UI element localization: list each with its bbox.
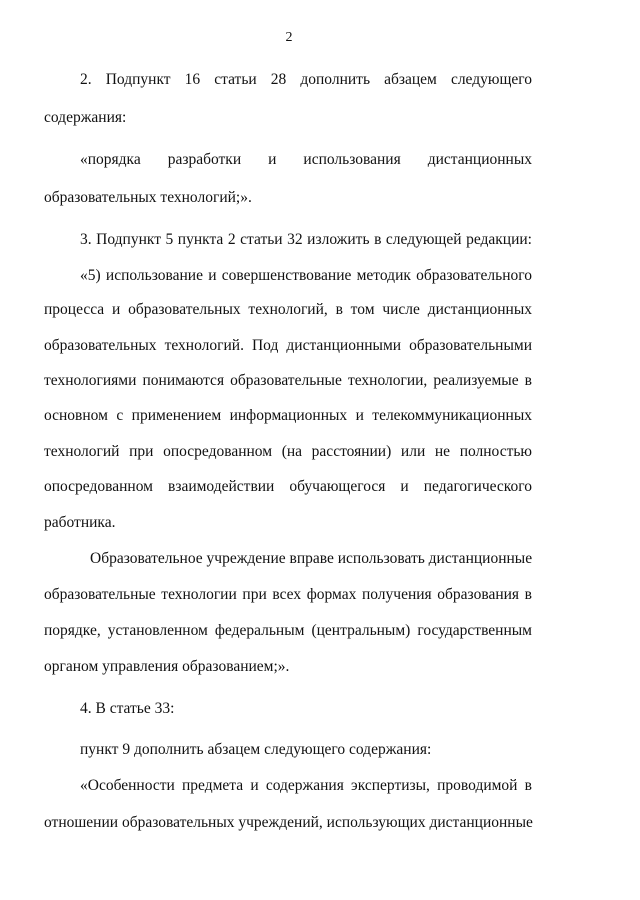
quote-3-line-2: образовательные технологии при всех формах получения образования в — [44, 586, 532, 603]
quote-4-line-1: «Особенности предмета и содержания экспертизы, проводимой в — [80, 777, 532, 794]
quote-2-line-6: технологий при опосредованном (на расстоянии) или не полностью — [44, 443, 532, 460]
quote-4-line-2: отношении образовательных учреждений, использующих дистанционные — [44, 814, 533, 831]
quote-2-line-5: основном с применением информационных и телекоммуникационных — [44, 407, 532, 424]
quote-3-line-3: порядке, установленном федеральным (центральным) государственным — [44, 622, 532, 639]
quote-2-line-2: процесса и образовательных технологий, в том числе дистанционных — [44, 301, 532, 318]
quote-1-line-1: «порядка разработки и использования дистанционных — [80, 151, 532, 168]
quote-2-line-3: образовательных технологий. Под дистанционными образовательными — [44, 337, 532, 354]
quote-2-line-7: опосредованном взаимодействии обучающегося и педагогического — [44, 478, 532, 495]
paragraph-4-line-1: 4. В статье 33: — [80, 700, 175, 717]
quote-3-line-4: органом управления образованием;». — [44, 658, 290, 675]
paragraph-3-line-1: 3. Подпункт 5 пункта 2 статьи 32 изложить в следующей редакции: — [80, 231, 532, 248]
paragraph-4-line-2: пункт 9 дополнить абзацем следующего содержания: — [80, 741, 432, 758]
quote-2-line-1: «5) использование и совершенствование методик образовательного — [80, 267, 532, 284]
page-number: 2 — [285, 30, 293, 45]
quote-3-line-1: Образовательное учреждение вправе использовать дистанционные — [90, 550, 533, 567]
quote-1-line-2: образовательных технологий;». — [44, 189, 252, 206]
paragraph-2-line-2: содержания: — [44, 109, 127, 126]
quote-2-line-8: работника. — [44, 514, 116, 531]
quote-2-line-4: технологиями понимаются образовательные технологии, реализуемые в — [44, 372, 532, 389]
paragraph-2-line-1: 2. Подпункт 16 статьи 28 дополнить абзацем следующего — [80, 71, 532, 88]
